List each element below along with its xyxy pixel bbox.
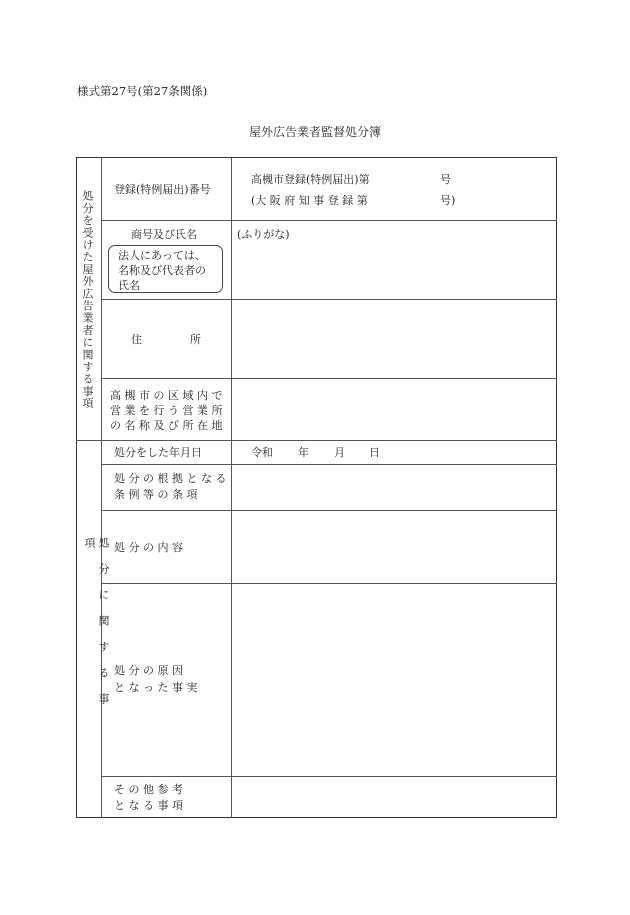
disposition-date-label: 処分をした年月日 — [114, 446, 202, 459]
cause-label: と な っ た 事 実 — [114, 681, 198, 694]
divider — [101, 464, 557, 465]
date-month: 月 — [334, 446, 345, 459]
address-label: 所 — [190, 333, 201, 346]
corporate-note-line: 法人にあっては、 — [118, 249, 206, 262]
office-label: 高 槻 市 の 区 域 内 で — [110, 389, 223, 402]
date-era: 令和 — [251, 446, 273, 459]
divider — [101, 776, 557, 777]
divider — [101, 510, 557, 511]
page-title: 屋外広告業者監督処分簿 — [248, 125, 381, 139]
divider — [231, 157, 232, 818]
divider — [101, 583, 557, 584]
registration-line-takatsuki: 高槻市登録(特例届出)第 — [251, 173, 370, 186]
address-label: 住 — [131, 333, 142, 346]
date-day: 日 — [369, 446, 380, 459]
office-label: の 名 称 及 び 所 在 地 — [110, 419, 223, 432]
cause-field[interactable] — [233, 585, 555, 774]
legal-basis-label: 条 例 等 の 条 項 — [114, 488, 198, 501]
section-divider — [76, 440, 557, 441]
registration-line-takatsuki-suffix: 号 — [440, 173, 451, 186]
registration-line-osaka: (大 阪 府 知 事 登 録 第 — [251, 194, 368, 207]
disposition-content-field[interactable] — [233, 512, 555, 581]
trade-name-field[interactable] — [233, 243, 555, 297]
other-remarks-field[interactable] — [233, 778, 555, 816]
other-remarks-label: そ の 他 参 考 — [114, 783, 183, 796]
section-heading-disposition: 処分に関する事項 — [83, 537, 110, 719]
corporate-note-line: 名称及び代表者の — [118, 264, 206, 277]
office-field[interactable] — [233, 380, 555, 438]
address-field[interactable] — [233, 301, 555, 376]
form-number: 様式第27号(第27条関係) — [77, 84, 208, 98]
registration-line-osaka-suffix: 号) — [440, 194, 456, 207]
divider — [101, 299, 557, 300]
cause-label: 処 分 の 原 因 — [114, 664, 183, 677]
divider — [101, 220, 557, 221]
office-label: 営 業 を 行 う 営 業 所 — [110, 404, 223, 417]
legal-basis-label: 処 分 の 根 拠 と な る — [114, 472, 227, 485]
section-heading-business-operator: 処分を受けた屋外広告業者に関する事項 — [81, 190, 94, 410]
corporate-note — [118, 248, 206, 293]
disposition-content-label: 処 分 の 内 容 — [114, 541, 183, 554]
other-remarks-label: と な る 事 項 — [114, 799, 183, 812]
date-year: 年 — [298, 446, 309, 459]
legal-basis-field[interactable] — [233, 466, 555, 508]
registration-number-label: 登録(特例届出)番号 — [114, 183, 211, 196]
furigana-label: (ふりがな) — [237, 228, 290, 241]
trade-name-label: 商号及び氏名 — [131, 228, 197, 241]
corporate-note-line: 氏名 — [118, 279, 140, 292]
divider — [101, 378, 557, 379]
